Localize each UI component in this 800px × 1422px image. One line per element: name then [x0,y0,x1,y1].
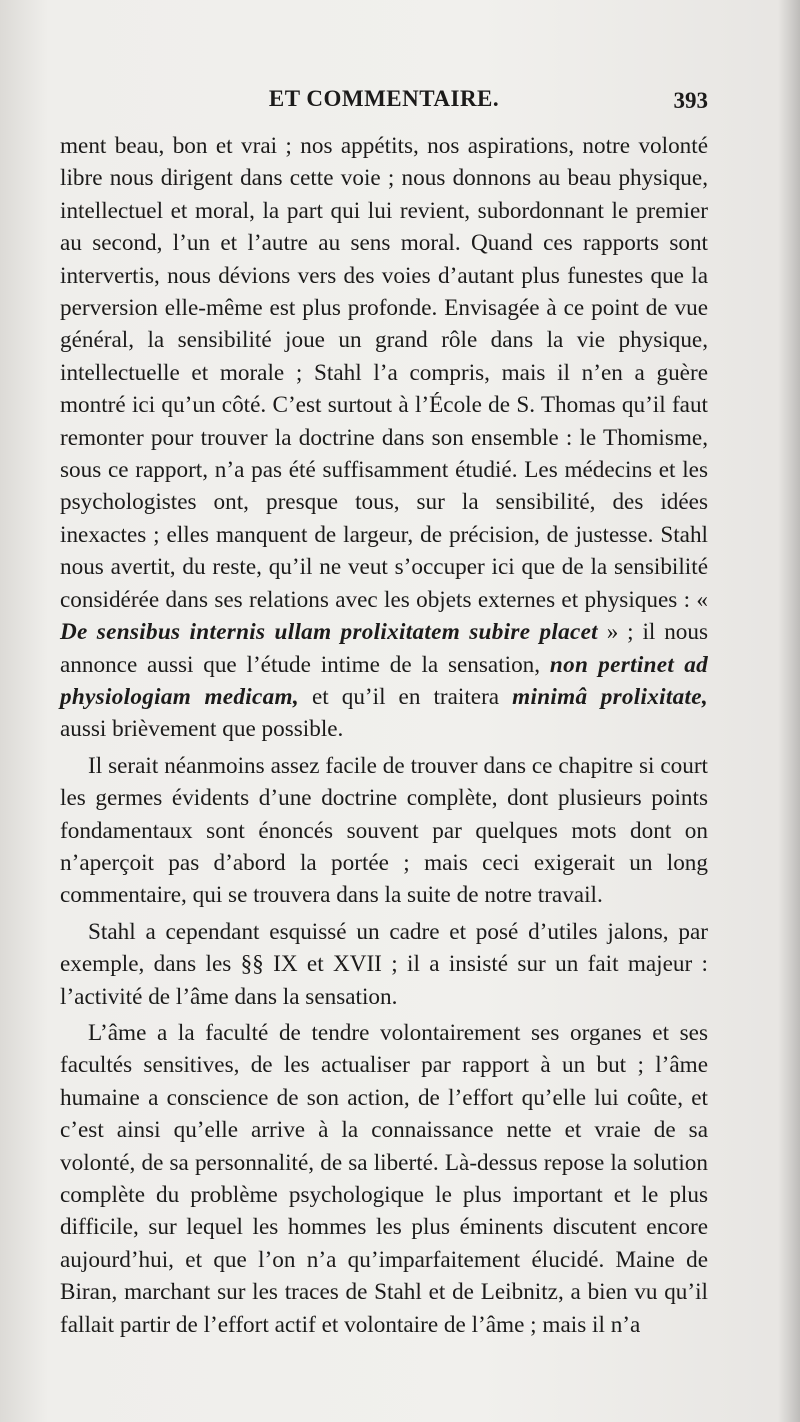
body-text [60,130,708,1341]
paragraph [60,130,708,746]
latin-quotation: non pertinet ad physiologiam medicam, [60,651,708,710]
text-run: Stahl a cependant esquissé un cadre et posé d’utiles jalons, par exemple, dans les §§ IX et XVII ; il a insisté sur un fait majeur : l’activité de l’âme dans la sensation. [60,918,708,1010]
running-head: ET COMMENTAIRE. [268,86,500,111]
latin-quotation: De sensibus internis ullam prolixitatem subire placet [60,619,598,646]
text-run: L’âme a la faculté de tendre volontairement ses organes et ses facultés sensitives, de les actualiser par rapport à un but ; l’âme humaine a conscience de son action, de l’effort qu’elle lui coûte, et c’est ainsi qu’elle arrive à la connaissance nette et vraie de sa volonté, de sa personnalité, de sa liberté. Là-dessus repose la solution complète du problème psychologique le plus important et le plus difficile, sur lequel les hommes les plus éminents discutent encore aujourd’hui, et que l’on n’a qu’imparfaitement élucidé. Maine de Biran, marchant sur les traces de Stahl et de Leibnitz, a bien vu qu’il fallait partir de l’effort actif et volontaire de l’âme ; mais il n’a [60,1019,708,1338]
text-run: ment beau, bon et vrai ; nos appétits, nos aspirations, notre volonté libre nous dirigent dans cette voie ; nous donnons au beau physique, intellectuel et moral, la part qui lui revient, subordonnant le premier au second, l’un et l’autre au sens moral. Quand ces rapports sont intervertis, nous dévions vers des voies d’autant plus funestes que la perversion elle-même est plus profonde. Envisagée à ce point de vue général, la sensibilité joue un grand rôle dans la vie physique, intellectuelle et morale ; Stahl l’a compris, mais il n’en a guère montré ici qu’un côté. C’est surtout à l’École de S. Thomas qu’il faut remonter pour trouver la doctrine dans son ensemble : le Thomisme, sous ce rapport, n’a pas été suffisamment étudié. Les médecins et les psychologistes ont, presque tous, sur la sensibilité, des idées inexactes ; elles manquent de largeur, de précision, de justesse. Stahl nous avertit, du reste, qu’il ne veut s’occuper ici que de la sensibilité considérée dans ses relations avec les objets externes et physiques : « [60,133,708,613]
text-run: et qu’il en traitera [298,683,513,710]
text-run: Il serait néanmoins assez facile de trouver dans ce chapitre si court les germes évidents d’une doctrine complète, dont plusieurs points fondamentaux sont énoncés souvent par quelques mots dont on n’aperçoit pas d’abord la portée ; mais ceci exigerait un long commentaire, qui se trouvera dans la suite de notre travail. [60,752,708,909]
paragraph [60,1017,708,1341]
latin-quotation: minimâ prolixitate, [512,683,708,710]
page-edge-shadow [778,0,800,1422]
paragraph [60,916,708,1013]
paragraph [60,750,708,912]
text-run: aussi brièvement que possible. [60,716,344,743]
page-number: 393 [673,88,708,113]
text-run: » ; il nous annonce aussi que l’étude intime de la sensation, [60,619,708,678]
page-header [60,86,708,120]
